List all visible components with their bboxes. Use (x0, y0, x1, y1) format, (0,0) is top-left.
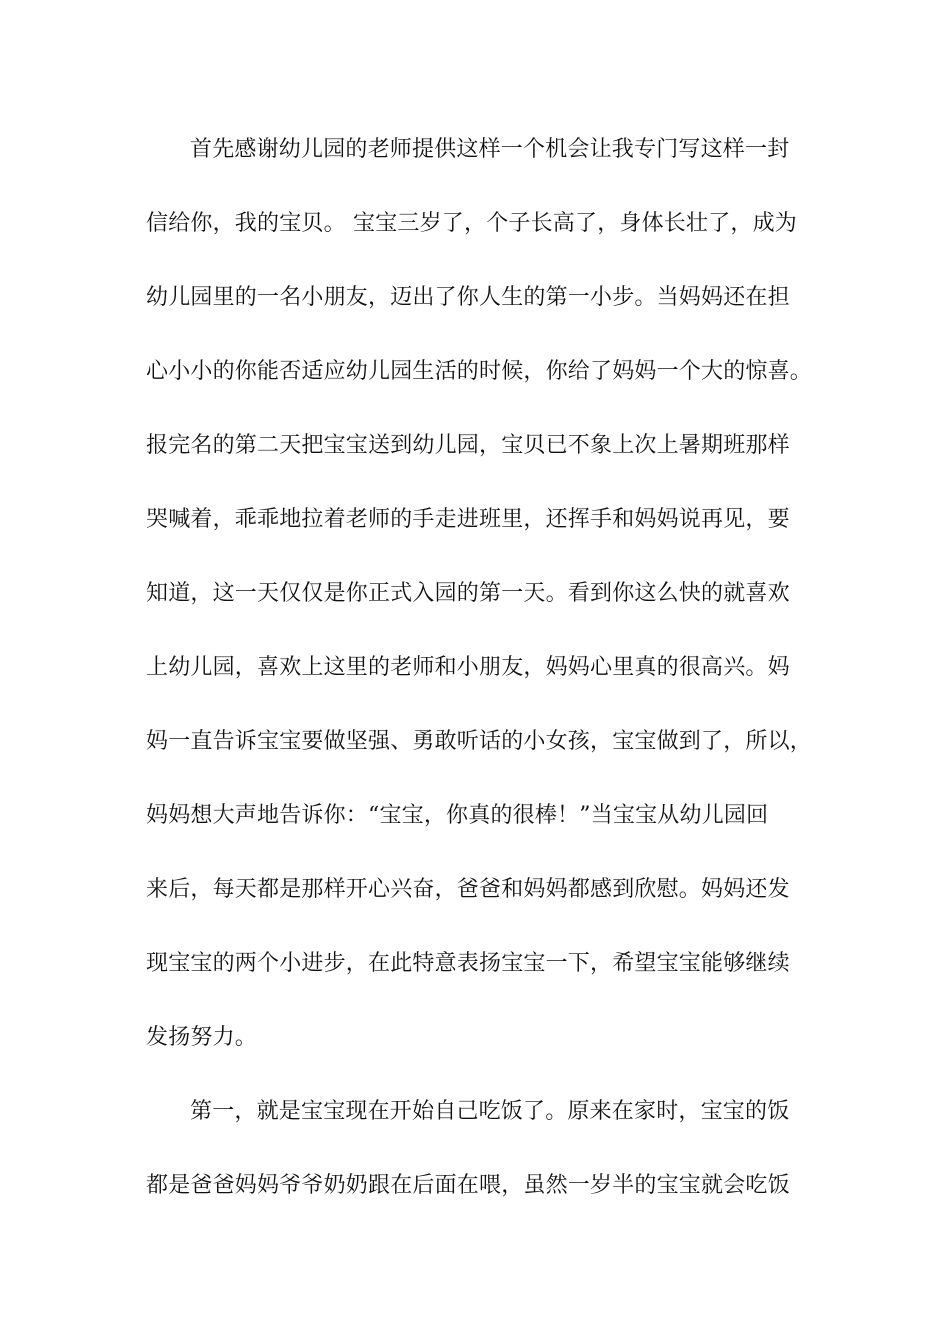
text-line: 妈妈想大声地告诉你：“宝宝，你真的很棒！”当宝宝从幼儿园回 (146, 803, 769, 828)
text-line: 都是爸爸妈妈爷爷奶奶跟在后面在喂，虽然一岁半的宝宝就会吃饭 (146, 1173, 790, 1198)
text-line: 首先感谢幼儿园的老师提供这样一个机会让我专门写这样一封 (190, 137, 790, 162)
text-line: 幼儿园里的一名小朋友，迈出了你人生的第一小步。当妈妈还在担 (146, 285, 790, 310)
text-line: 现宝宝的两个小进步，在此特意表扬宝宝一下，希望宝宝能够继续 (146, 951, 790, 976)
text-line: 第一，就是宝宝现在开始自己吃饭了。原来在家时，宝宝的饭 (190, 1099, 790, 1124)
text-line: 心小小的你能否适应幼儿园生活的时候，你给了妈妈一个大的惊喜。 (146, 359, 813, 384)
text-line: 报完名的第二天把宝宝送到幼儿园，宝贝已不象上次上暑期班那样 (146, 433, 790, 458)
text-line: 发扬努力。 (146, 1025, 258, 1050)
text-line: 知道，这一天仅仅是你正式入园的第一天。看到你这么快的就喜欢 (146, 581, 790, 606)
text-line: 信给你，我的宝贝。 宝宝三岁了，个子长高了，身体长壮了，成为 (146, 211, 797, 236)
text-line: 妈一直告诉宝宝要做坚强、勇敢听话的小女孩，宝宝做到了，所以， (146, 729, 813, 754)
letter-body (146, 128, 816, 1238)
text-line: 来后，每天都是那样开心兴奋，爸爸和妈妈都感到欣慰。妈妈还发 (146, 877, 790, 902)
text-line: 哭喊着，乖乖地拉着老师的手走进班里，还挥手和妈妈说再见，要 (146, 507, 790, 532)
text-line: 上幼儿园，喜欢上这里的老师和小朋友，妈妈心里真的很高兴。妈 (146, 655, 790, 680)
